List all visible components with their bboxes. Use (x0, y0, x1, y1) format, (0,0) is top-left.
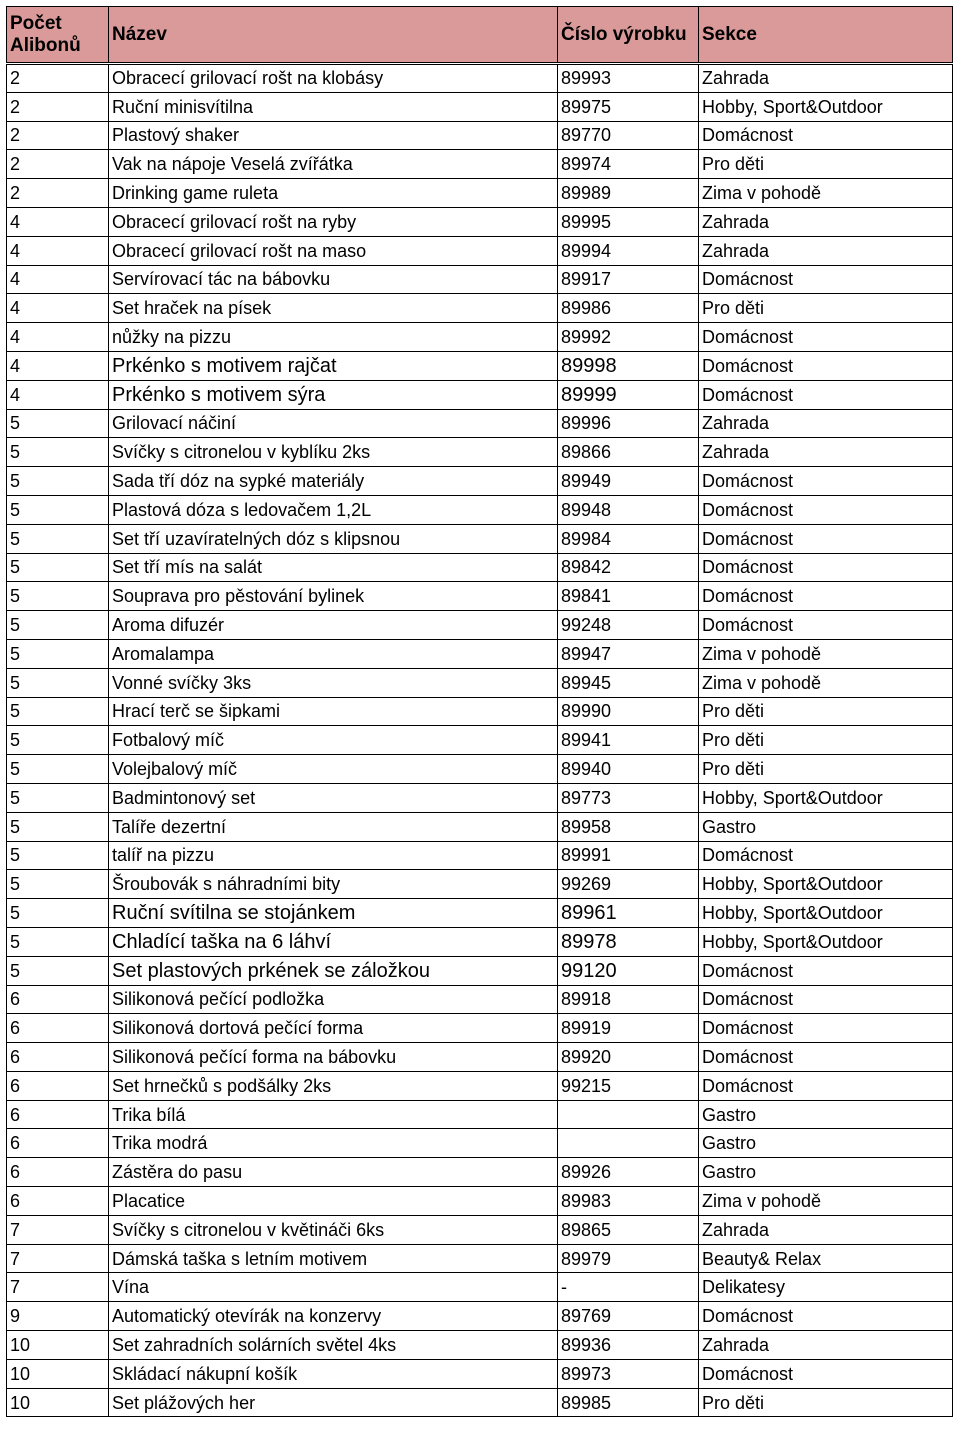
cell-code: 99215 (558, 1071, 699, 1100)
table-row (7, 64, 953, 93)
cell-section: Domácnost (699, 611, 953, 640)
cell-code: 89998 (558, 351, 699, 380)
cell-code: 89936 (558, 1331, 699, 1360)
cell-name: Placatice (109, 1187, 558, 1216)
table-row (7, 121, 953, 150)
cell-name: Sada tří dóz na sypké materiály (109, 467, 558, 496)
cell-count: 7 (7, 1244, 109, 1273)
cell-code: 89973 (558, 1359, 699, 1388)
cell-section: Gastro (699, 812, 953, 841)
cell-section: Zima v pohodě (699, 1187, 953, 1216)
cell-section: Delikatesy (699, 1273, 953, 1302)
cell-name: Silikonová pečící forma na bábovku (109, 1043, 558, 1072)
cell-code: 99120 (558, 956, 699, 985)
cell-count: 5 (7, 726, 109, 755)
table-row (7, 755, 953, 784)
header-count: Počet Alibonů (7, 7, 109, 64)
cell-count: 2 (7, 150, 109, 179)
cell-count: 6 (7, 1187, 109, 1216)
cell-name: Trika modrá (109, 1129, 558, 1158)
cell-code: 89769 (558, 1302, 699, 1331)
cell-code: 89920 (558, 1043, 699, 1072)
cell-section: Zahrada (699, 64, 953, 93)
cell-name: Aroma difuzér (109, 611, 558, 640)
cell-section: Hobby, Sport&Outdoor (699, 92, 953, 121)
cell-section: Hobby, Sport&Outdoor (699, 927, 953, 956)
table-row (7, 92, 953, 121)
cell-count: 4 (7, 236, 109, 265)
cell-name: Talíře dezertní (109, 812, 558, 841)
cell-count: 2 (7, 64, 109, 93)
cell-section: Domácnost (699, 323, 953, 352)
cell-section: Gastro (699, 1158, 953, 1187)
cell-count: 4 (7, 323, 109, 352)
cell-count: 5 (7, 927, 109, 956)
cell-count: 6 (7, 985, 109, 1014)
cell-section: Domácnost (699, 524, 953, 553)
cell-code: 99248 (558, 611, 699, 640)
cell-count: 6 (7, 1100, 109, 1129)
cell-name: Skládací nákupní košík (109, 1359, 558, 1388)
cell-name: Servírovací tác na bábovku (109, 265, 558, 294)
cell-section: Beauty& Relax (699, 1244, 953, 1273)
cell-count: 5 (7, 409, 109, 438)
cell-name: Automatický otevírák na konzervy (109, 1302, 558, 1331)
cell-name: Silikonová pečící podložka (109, 985, 558, 1014)
table-row (7, 582, 953, 611)
cell-count: 6 (7, 1043, 109, 1072)
cell-count: 2 (7, 92, 109, 121)
cell-section: Pro děti (699, 294, 953, 323)
cell-count: 5 (7, 755, 109, 784)
cell-section: Zahrada (699, 409, 953, 438)
table-row (7, 1359, 953, 1388)
cell-code: 89989 (558, 179, 699, 208)
cell-section: Zahrada (699, 207, 953, 236)
table-row (7, 611, 953, 640)
cell-code: 89947 (558, 639, 699, 668)
cell-name: nůžky na pizzu (109, 323, 558, 352)
cell-name: Hrací terč se šipkami (109, 697, 558, 726)
cell-count: 4 (7, 207, 109, 236)
cell-name: Prkénko s motivem rajčat (109, 351, 558, 380)
cell-code (558, 1100, 699, 1129)
cell-code: 89917 (558, 265, 699, 294)
header-code: Číslo výrobku (558, 7, 699, 64)
table-row (7, 726, 953, 755)
cell-name: Drinking game ruleta (109, 179, 558, 208)
cell-name: Vak na nápoje Veselá zvířátka (109, 150, 558, 179)
cell-name: Souprava pro pěstování bylinek (109, 582, 558, 611)
cell-code: 89991 (558, 841, 699, 870)
table-row (7, 927, 953, 956)
cell-name: Silikonová dortová pečící forma (109, 1014, 558, 1043)
cell-count: 5 (7, 841, 109, 870)
cell-count: 5 (7, 582, 109, 611)
cell-code: 89979 (558, 1244, 699, 1273)
cell-code: 89978 (558, 927, 699, 956)
cell-count: 4 (7, 265, 109, 294)
cell-code: 89996 (558, 409, 699, 438)
cell-name: Set hraček na písek (109, 294, 558, 323)
cell-name: Obracecí grilovací rošt na maso (109, 236, 558, 265)
cell-name: Set tří uzavíratelných dóz s klipsnou (109, 524, 558, 553)
cell-code: 89865 (558, 1215, 699, 1244)
cell-count: 5 (7, 524, 109, 553)
table-row (7, 495, 953, 524)
cell-name: Svíčky s citronelou v květináči 6ks (109, 1215, 558, 1244)
cell-section: Zima v pohodě (699, 179, 953, 208)
table-row (7, 207, 953, 236)
table-row (7, 150, 953, 179)
cell-section: Zahrada (699, 1331, 953, 1360)
cell-section: Zahrada (699, 236, 953, 265)
table-row (7, 668, 953, 697)
cell-section: Domácnost (699, 841, 953, 870)
cell-count: 10 (7, 1359, 109, 1388)
table-row (7, 1158, 953, 1187)
table-row (7, 1273, 953, 1302)
cell-count: 5 (7, 697, 109, 726)
table-row (7, 1014, 953, 1043)
table-row (7, 870, 953, 899)
cell-code: 89986 (558, 294, 699, 323)
table-row (7, 438, 953, 467)
cell-section: Gastro (699, 1100, 953, 1129)
table-row (7, 639, 953, 668)
table-row (7, 899, 953, 928)
cell-count: 5 (7, 812, 109, 841)
table-row (7, 956, 953, 985)
table-row (7, 553, 953, 582)
cell-count: 5 (7, 956, 109, 985)
cell-code: 89961 (558, 899, 699, 928)
cell-name: Set plastových prkének se záložkou (109, 956, 558, 985)
cell-section: Domácnost (699, 1071, 953, 1100)
cell-section: Domácnost (699, 1359, 953, 1388)
cell-code: 89994 (558, 236, 699, 265)
cell-name: Fotbalový míč (109, 726, 558, 755)
cell-section: Zima v pohodě (699, 668, 953, 697)
cell-count: 7 (7, 1215, 109, 1244)
table-row (7, 323, 953, 352)
cell-count: 5 (7, 899, 109, 928)
cell-section: Domácnost (699, 265, 953, 294)
cell-count: 6 (7, 1158, 109, 1187)
cell-name: Ruční svítilna se stojánkem (109, 899, 558, 928)
table-row (7, 1331, 953, 1360)
table-row (7, 524, 953, 553)
cell-section: Hobby, Sport&Outdoor (699, 899, 953, 928)
cell-name: Chladící taška na 6 láhví (109, 927, 558, 956)
cell-name: Obracecí grilovací rošt na ryby (109, 207, 558, 236)
cell-name: Trika bílá (109, 1100, 558, 1129)
cell-section: Domácnost (699, 351, 953, 380)
cell-count: 5 (7, 553, 109, 582)
cell-count: 4 (7, 294, 109, 323)
cell-count: 5 (7, 783, 109, 812)
table-body (7, 64, 953, 1417)
table-row (7, 1388, 953, 1417)
cell-section: Domácnost (699, 985, 953, 1014)
cell-count: 2 (7, 121, 109, 150)
cell-code: 89948 (558, 495, 699, 524)
cell-count: 5 (7, 668, 109, 697)
cell-section: Pro děti (699, 726, 953, 755)
cell-code: 89999 (558, 380, 699, 409)
cell-name: Ruční minisvítilna (109, 92, 558, 121)
cell-code: 89773 (558, 783, 699, 812)
cell-count: 5 (7, 495, 109, 524)
cell-code: 89992 (558, 323, 699, 352)
cell-code: 89941 (558, 726, 699, 755)
cell-name: Aromalampa (109, 639, 558, 668)
cell-code: 99269 (558, 870, 699, 899)
cell-count: 5 (7, 870, 109, 899)
cell-code: 89958 (558, 812, 699, 841)
cell-name: Zástěra do pasu (109, 1158, 558, 1187)
cell-count: 9 (7, 1302, 109, 1331)
cell-section: Domácnost (699, 553, 953, 582)
cell-name: Šroubovák s náhradními bity (109, 870, 558, 899)
cell-count: 6 (7, 1129, 109, 1158)
cell-name: Grilovací náčiní (109, 409, 558, 438)
cell-name: Svíčky s citronelou v kyblíku 2ks (109, 438, 558, 467)
cell-name: Set tří mís na salát (109, 553, 558, 582)
cell-section: Domácnost (699, 380, 953, 409)
cell-count: 5 (7, 467, 109, 496)
table-row (7, 179, 953, 208)
cell-code: 89926 (558, 1158, 699, 1187)
cell-code: 89918 (558, 985, 699, 1014)
cell-section: Zahrada (699, 1215, 953, 1244)
cell-code: 89983 (558, 1187, 699, 1216)
cell-count: 2 (7, 179, 109, 208)
cell-code: 89974 (558, 150, 699, 179)
cell-code (558, 1129, 699, 1158)
cell-section: Pro děti (699, 755, 953, 784)
table-row (7, 351, 953, 380)
cell-name: Volejbalový míč (109, 755, 558, 784)
table-row (7, 1187, 953, 1216)
cell-name: Badmintonový set (109, 783, 558, 812)
cell-code: 89995 (558, 207, 699, 236)
cell-code: 89945 (558, 668, 699, 697)
cell-code: 89949 (558, 467, 699, 496)
cell-section: Zima v pohodě (699, 639, 953, 668)
cell-name: Obracecí grilovací rošt na klobásy (109, 64, 558, 93)
cell-section: Gastro (699, 1129, 953, 1158)
cell-code: 89940 (558, 755, 699, 784)
cell-code: 89919 (558, 1014, 699, 1043)
table-row (7, 841, 953, 870)
table-row (7, 812, 953, 841)
cell-code: 89993 (558, 64, 699, 93)
cell-code: 89984 (558, 524, 699, 553)
table-row (7, 294, 953, 323)
cell-section: Pro děti (699, 697, 953, 726)
cell-code: 89975 (558, 92, 699, 121)
table-row (7, 697, 953, 726)
cell-name: Vína (109, 1273, 558, 1302)
cell-code: 89841 (558, 582, 699, 611)
header-row (7, 7, 953, 64)
cell-name: Prkénko s motivem sýra (109, 380, 558, 409)
table-row (7, 1129, 953, 1158)
cell-section: Domácnost (699, 467, 953, 496)
table-row (7, 783, 953, 812)
cell-count: 4 (7, 380, 109, 409)
table-row (7, 1043, 953, 1072)
cell-name: Dámská taška s letním motivem (109, 1244, 558, 1273)
cell-name: Vonné svíčky 3ks (109, 668, 558, 697)
cell-code: 89770 (558, 121, 699, 150)
table-row (7, 1302, 953, 1331)
cell-name: Set zahradních solárních světel 4ks (109, 1331, 558, 1360)
cell-section: Pro děti (699, 150, 953, 179)
table-row (7, 1100, 953, 1129)
table-row (7, 409, 953, 438)
header-name: Název (109, 7, 558, 64)
cell-name: Set plážových her (109, 1388, 558, 1417)
cell-count: 10 (7, 1388, 109, 1417)
cell-name: Set hrnečků s podšálky 2ks (109, 1071, 558, 1100)
cell-count: 5 (7, 438, 109, 467)
table-row (7, 1244, 953, 1273)
cell-section: Domácnost (699, 1043, 953, 1072)
cell-count: 6 (7, 1014, 109, 1043)
table-row (7, 380, 953, 409)
cell-section: Domácnost (699, 1014, 953, 1043)
cell-section: Hobby, Sport&Outdoor (699, 870, 953, 899)
cell-count: 5 (7, 639, 109, 668)
cell-section: Domácnost (699, 582, 953, 611)
header-section: Sekce (699, 7, 953, 64)
cell-section: Domácnost (699, 121, 953, 150)
cell-code: 89866 (558, 438, 699, 467)
table-row (7, 265, 953, 294)
table-row (7, 1071, 953, 1100)
cell-section: Domácnost (699, 1302, 953, 1331)
cell-name: Plastový shaker (109, 121, 558, 150)
cell-count: 7 (7, 1273, 109, 1302)
table-row (7, 467, 953, 496)
cell-count: 4 (7, 351, 109, 380)
cell-code: 89990 (558, 697, 699, 726)
cell-count: 6 (7, 1071, 109, 1100)
cell-section: Domácnost (699, 495, 953, 524)
cell-code: 89985 (558, 1388, 699, 1417)
cell-section: Zahrada (699, 438, 953, 467)
product-table (6, 6, 953, 1417)
cell-section: Hobby, Sport&Outdoor (699, 783, 953, 812)
cell-section: Domácnost (699, 956, 953, 985)
cell-code: - (558, 1273, 699, 1302)
cell-count: 10 (7, 1331, 109, 1360)
cell-section: Pro děti (699, 1388, 953, 1417)
cell-name: talíř na pizzu (109, 841, 558, 870)
table-row (7, 985, 953, 1014)
table-row (7, 1215, 953, 1244)
table-row (7, 236, 953, 265)
cell-count: 5 (7, 611, 109, 640)
cell-code: 89842 (558, 553, 699, 582)
cell-name: Plastová dóza s ledovačem 1,2L (109, 495, 558, 524)
